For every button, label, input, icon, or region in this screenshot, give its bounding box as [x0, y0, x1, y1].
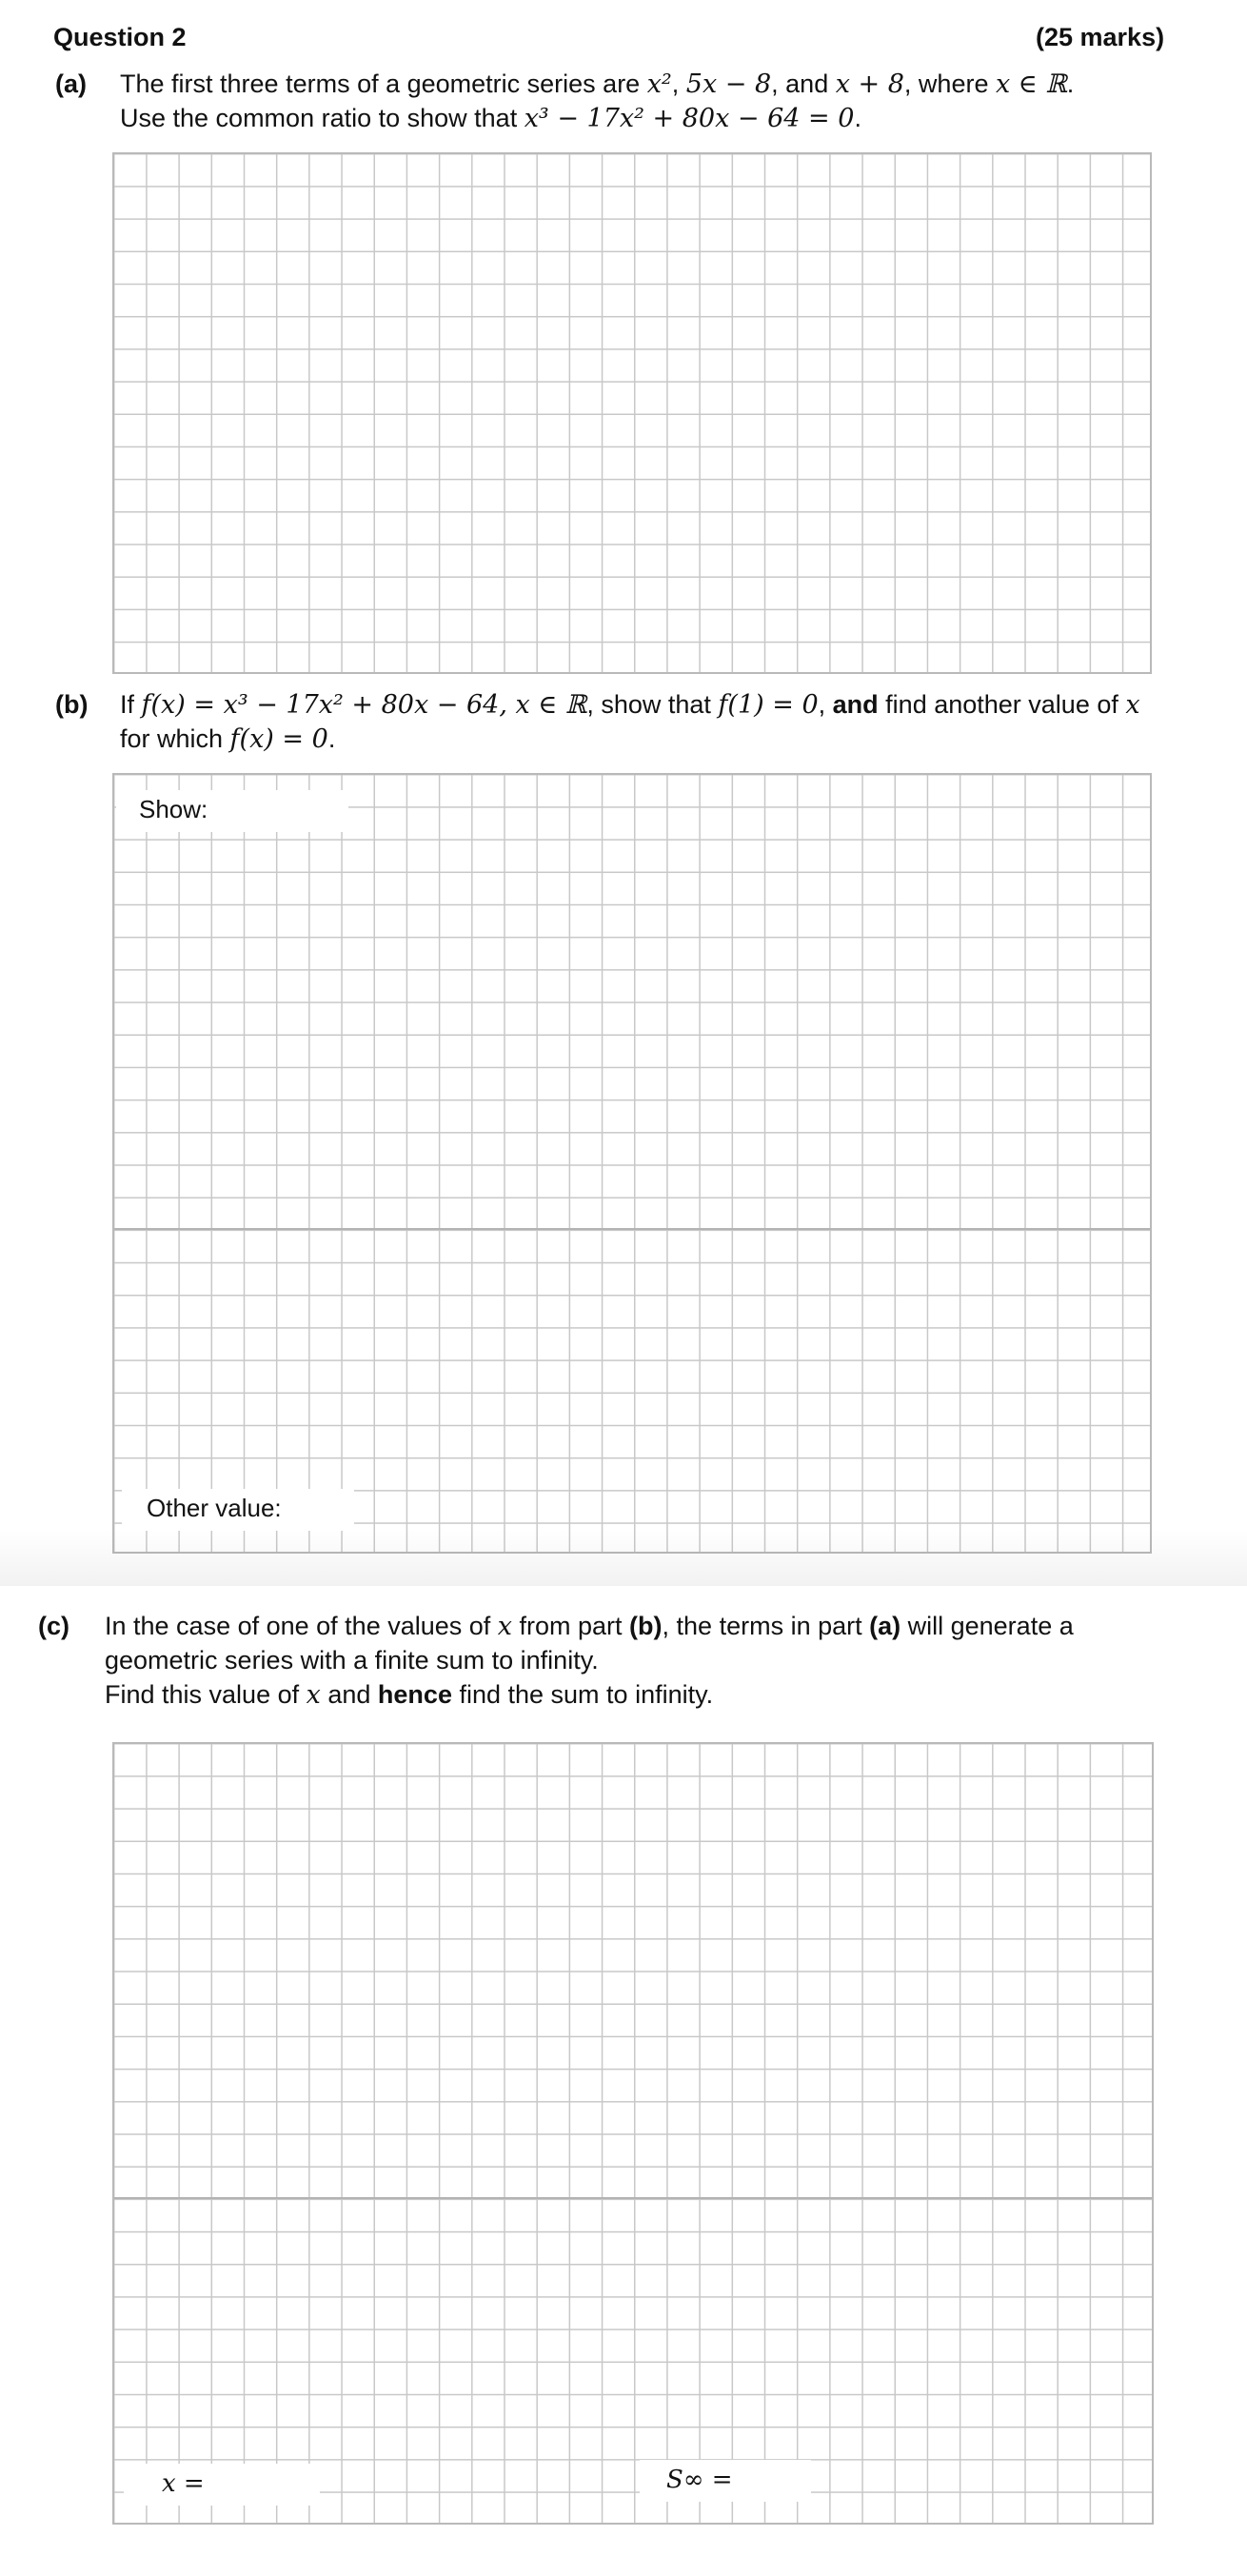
math-var: x: [497, 1612, 513, 1641]
part-a-label: (a): [55, 69, 87, 98]
part-a-question-line2: [120, 101, 861, 136]
text: for which: [120, 724, 230, 753]
text: from part: [512, 1612, 630, 1640]
answer-grid-a[interactable]: [112, 152, 1152, 674]
math-var: x: [306, 1680, 321, 1710]
text: , show that: [586, 690, 719, 719]
other-value-label: Other value:: [147, 1494, 282, 1522]
math-value: f(1) = 0: [718, 690, 819, 720]
text: find the sum to infinity.: [451, 1680, 714, 1709]
part-b-question-line2: [120, 722, 335, 757]
math-var: x: [1125, 690, 1140, 720]
part-c-question-line1: [105, 1609, 1074, 1644]
emphasis-hence: hence: [377, 1680, 452, 1709]
s-infinity-label: S∞ =: [666, 2466, 733, 2494]
x-answer-field[interactable]: [124, 2464, 320, 2506]
part-b-label: (b): [55, 690, 89, 719]
text: , where: [903, 69, 996, 98]
ref-part-a: (a): [869, 1612, 901, 1640]
sum-to-infinity-field[interactable]: [640, 2460, 811, 2502]
math-term2: 5x − 8: [685, 69, 772, 99]
text: , the terms in part: [662, 1612, 870, 1640]
part-c-label: (c): [38, 1612, 69, 1640]
math-term3: x + 8: [835, 69, 904, 99]
part-b-question-line1: [120, 687, 1140, 723]
text: .: [1066, 69, 1075, 98]
part-a-question-line1: [120, 67, 1074, 102]
text: The first three terms of a geometric series are: [120, 69, 647, 98]
emphasis-and: and: [832, 690, 879, 719]
math-function: f(x) = x³ − 17x² + 80x − 64, x ∈ ℝ: [141, 690, 587, 720]
answer-grid-c[interactable]: [112, 1742, 1154, 2525]
text: Find this value of: [105, 1680, 307, 1709]
math-equation: f(x) = 0: [229, 724, 328, 754]
text: If: [120, 690, 142, 719]
text: will generate a: [901, 1612, 1074, 1640]
math-domain: x ∈ ℝ: [995, 69, 1067, 99]
text: .: [327, 724, 336, 753]
answer-grid-b[interactable]: [112, 773, 1152, 1554]
text: Use the common ratio to show that: [120, 104, 525, 132]
text: find another value of: [878, 690, 1126, 719]
math-term1: x²: [646, 69, 672, 99]
page-edge-shadow: [0, 1529, 1247, 1586]
grid-divider: [114, 1228, 1150, 1230]
x-label: x =: [162, 2469, 205, 2498]
text: , and: [771, 69, 836, 98]
math-equation: x³ − 17x² + 80x − 64 = 0: [524, 104, 855, 133]
text: .: [854, 104, 861, 132]
text: ,: [671, 69, 686, 98]
question-title: Question 2: [53, 23, 187, 51]
text: and: [320, 1680, 378, 1709]
part-c-question-line2: geometric series with a finite sum to infinity.: [105, 1646, 599, 1674]
text: In the case of one of the values of: [105, 1612, 498, 1640]
grid-divider: [114, 2197, 1152, 2199]
show-field[interactable]: [116, 790, 348, 832]
show-label: Show:: [139, 795, 208, 823]
ref-part-b: (b): [629, 1612, 663, 1640]
part-c-question-line3: [105, 1677, 713, 1713]
marks-label: (25 marks): [1036, 23, 1165, 51]
other-value-field[interactable]: [122, 1489, 354, 1531]
text: ,: [818, 690, 833, 719]
